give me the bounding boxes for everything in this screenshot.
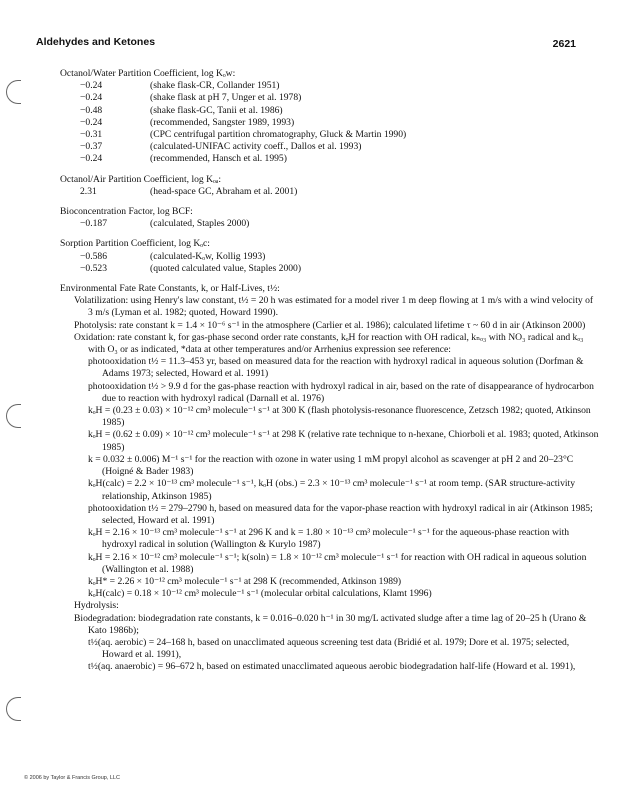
value: −0.586 — [80, 250, 107, 262]
value: −0.187 — [80, 218, 107, 230]
value-row — [60, 251, 600, 263]
oxidation-item: photooxidation t½ = 11.3–453 yr, based on measured data for the reaction with hydroxyl radical in aqueous solution (Dorfman & Adams 1973; selected, Howard et al. 1991) — [88, 356, 584, 380]
reference: (head-space GC, Abraham et al. 2001) — [150, 185, 298, 197]
value-row — [60, 117, 600, 129]
hydrolysis-entry: Hydrolysis: — [74, 600, 119, 612]
value: −0.48 — [80, 104, 103, 116]
oxidation-item: kₒH = 2.16 × 10⁻¹³ cm³ molecule⁻¹ s⁻¹ at 296 K and k = 1.80 × 10⁻¹³ cm³ molecule⁻¹ s⁻¹ for the aqueous-phase reaction with hydroxyl radical in solution (Wallington & Kurylo 1987) — [88, 527, 570, 551]
value: −0.37 — [80, 141, 103, 153]
binder-hole-bottom — [6, 697, 21, 721]
value-row — [60, 105, 600, 117]
value-row — [60, 129, 600, 141]
fate-section — [60, 283, 600, 674]
value-row — [60, 80, 600, 92]
oxidation-item: photooxidation t½ = 279–2790 h, based on measured data for the vapor-phase reaction with hydroxyl radical in air (Atkinson 1985; selected, Howard et al. 1991) — [88, 502, 593, 526]
photolysis-entry: Photolysis: rate constant k = 1.4 × 10⁻⁶ s⁻¹ in the atmosphere (Carlier et al. 1986); calculated lifetime τ ~ 60 d in air (Atkinson 2000) — [74, 319, 586, 331]
sorption-section — [60, 238, 600, 275]
binder-hole-top — [6, 80, 21, 104]
reference: (quoted calculated value, Staples 2000) — [150, 262, 302, 274]
section-title: Environmental Fate Rate Constants, k, or Half-Lives, t½: — [60, 283, 280, 295]
value: −0.523 — [80, 262, 107, 274]
oxidation-item: k = 0.032 ± 0.006) M⁻¹ s⁻¹ for the reaction with ozone in water using 1 mM propyl alcohol as scavenger at pH 2 and 20–23°C (Hoigné & Bader 1983) — [88, 453, 574, 478]
binder-hole-middle — [6, 404, 21, 428]
bcf-section — [60, 206, 600, 230]
reference: (recommended, Hansch et al. 1995) — [150, 153, 287, 165]
value-row — [60, 92, 600, 104]
oxidation-item: kₒH = (0.62 ± 0.09) × 10⁻¹² cm³ molecule⁻¹ s⁻¹ at 298 K (relative rate technique to n-hexane, Chiorboli et al. 1983; quoted, Atkinson 1985) — [88, 429, 599, 453]
oxidation-item: kₒH = 2.16 × 10⁻¹² cm³ molecule⁻¹ s⁻¹; k(soln) = 1.8 × 10⁻¹² cm³ molecule⁻¹ s⁻¹ for reaction with OH radical in aqueous solution (Wallington et al. 1988) — [88, 551, 587, 575]
oxidation-item: photooxidation t½ > 9.9 d for the gas-phase reaction with hydroxyl radical in air, based on the rate of disappearance of hydrocarbon due to reaction with hydroxyl radical (Darnall et al. 1976) — [88, 380, 594, 404]
octanol-air-section — [60, 174, 600, 198]
reference: (recommended, Sangster 1989, 1993) — [150, 116, 295, 128]
running-header-title: Aldehydes and Ketones — [36, 36, 156, 48]
value-row — [60, 153, 600, 165]
value-row — [60, 186, 600, 198]
reference: (CPC centrifugal partition chromatography, Gluck & Martin 1990) — [150, 129, 407, 141]
biodegradation-entry: Biodegradation: biodegradation rate constants, k = 0.016–0.020 h⁻¹ in 30 mg/L activated sludge after a time lag of 20–25 h (Urano & Kato 1986b); — [74, 612, 587, 636]
biodegradation-item: t½(aq. aerobic) = 24–168 h, based on unacclimated aqueous screening test data (Bridié et al. 1979; Dore et al. 1975; selected, Howard et al. 1991), — [88, 636, 570, 661]
value: −0.24 — [80, 116, 103, 128]
value-row — [60, 141, 600, 153]
reference: (shake flask at pH 7, Unger et al. 1978) — [150, 92, 302, 104]
section-title: Octanol/Air Partition Coefficient, log Kₒₐ: — [60, 173, 222, 185]
copyright-footer: © 2006 by Taylor & Francis Group, LLC — [24, 775, 120, 781]
value: 2.31 — [80, 185, 97, 197]
reference: (calculated, Staples 2000) — [150, 218, 250, 230]
value: −0.24 — [80, 80, 103, 92]
oxidation-item: kₒH = (0.23 ± 0.03) × 10⁻¹² cm³ molecule⁻¹ s⁻¹ at 300 K (flash photolysis-resonance fluorescence, Zetzsch 1982; quoted, Atkinson 1985) — [88, 405, 591, 429]
page-number: 2621 — [552, 38, 576, 50]
reference: (shake flask-CR, Collander 1951) — [150, 80, 280, 92]
oxidation-entry: Oxidation: rate constant k, for gas-phase second order rate constants, kₒH for reaction with OH radical, kₙₒ₃ with NO₃ radical and kₒ₃ with O₃ or as indicated, *data at other temperatures and/or Arrhenius expression see reference: — [74, 331, 584, 356]
oxidation-item: kₒH* = 2.26 × 10⁻¹² cm³ molecule⁻¹ s⁻¹ at 298 K (recommended, Atkinson 1989) — [88, 575, 402, 587]
section-title: Sorption Partition Coefficient, log Kₒc: — [60, 238, 210, 250]
section-title: Bioconcentration Factor, log BCF: — [60, 206, 193, 218]
oxidation-item: kₒH(calc) = 0.18 × 10⁻¹² cm³ molecule⁻¹ s⁻¹ (molecular orbital calculations, Klamt 1996) — [88, 588, 432, 600]
value: −0.31 — [80, 129, 103, 141]
value-row — [60, 218, 600, 230]
reference: (shake flask-GC, Tanii et al. 1986) — [150, 104, 283, 116]
reference: (calculated-Kₒw, Kollig 1993) — [150, 250, 266, 262]
volatilization-entry: Volatilization: using Henry's law constant, t½ = 20 h was estimated for a model river 1 m deep flowing at 1 m/s with a wind velocity of 3 m/s (Lyman et al. 1982; quoted, Howard 1990). — [74, 295, 594, 319]
biodegradation-item: t½(aq. anaerobic) = 96–672 h, based on estimated unacclimated aqueous aerobic biodegradation half-life (Howard et al. 1991), — [88, 661, 576, 673]
section-title: Octanol/Water Partition Coefficient, log Kₒw: — [60, 68, 236, 79]
reference: (calculated-UNIFAC activity coeff., Dallos et al. 1993) — [150, 141, 362, 153]
oxidation-item: kₒH(calc) = 2.2 × 10⁻¹³ cm³ molecule⁻¹ s⁻¹, kₒH (obs.) = 2.3 × 10⁻¹³ cm³ molecule⁻¹ s⁻¹ at room temp. (SAR structure-activity relationship, Atkinson 1985) — [88, 478, 576, 502]
octanol-water-section — [60, 68, 600, 166]
value: −0.24 — [80, 92, 103, 104]
value-row — [60, 263, 600, 275]
value: −0.24 — [80, 153, 103, 165]
page-content — [60, 68, 600, 674]
